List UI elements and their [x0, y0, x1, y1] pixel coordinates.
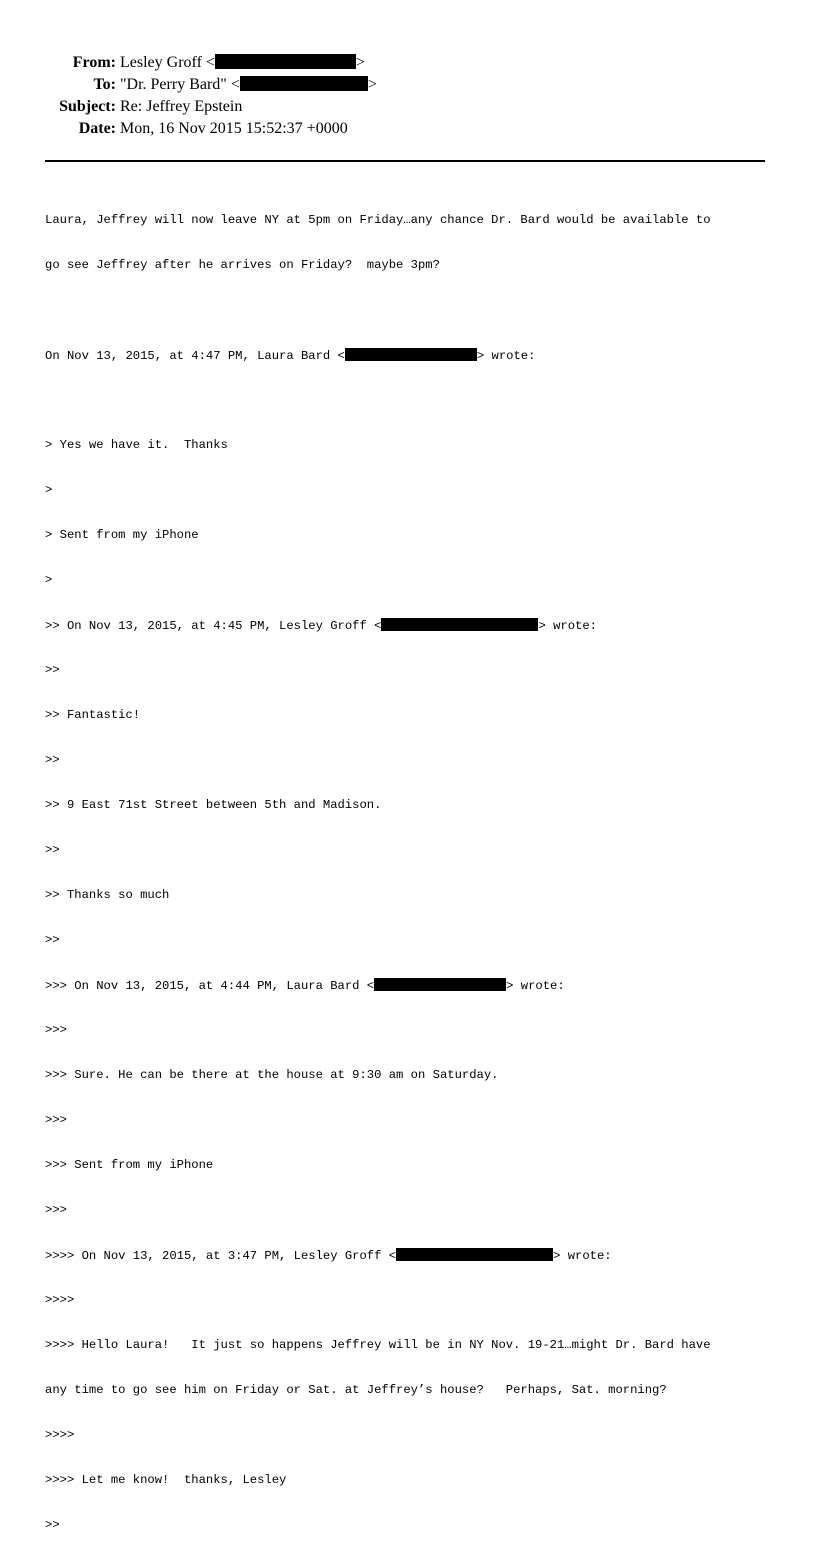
- body-line: >>: [45, 933, 60, 947]
- body-line: >>: [45, 663, 60, 677]
- quote-header: >>>> On Nov 13, 2015, at 3:47 PM, Lesley Groff < > wrote:: [45, 1249, 612, 1263]
- date-row: [0, 118, 377, 140]
- redaction-block: [215, 54, 356, 69]
- email-body: [45, 183, 785, 1548]
- from-value: Lesley Groff < >: [120, 54, 365, 71]
- redaction-block: [345, 348, 477, 361]
- body-line: >>>>: [45, 1428, 75, 1442]
- quote-header: >>> On Nov 13, 2015, at 4:44 PM, Laura Bard < > wrote:: [45, 979, 565, 993]
- body-line: >>: [45, 753, 60, 767]
- body-line: >> 9 East 71st Street between 5th and Madison.: [45, 798, 382, 812]
- body-line: >>>: [45, 1113, 67, 1127]
- from-label: From:: [72, 54, 116, 71]
- body-line: Laura, Jeffrey will now leave NY at 5pm on Friday…any chance Dr. Bard would be available to: [45, 213, 711, 227]
- email-header: [0, 52, 377, 140]
- from-row: [0, 52, 377, 74]
- to-row: [0, 74, 377, 96]
- body-line: >>>: [45, 1203, 67, 1217]
- header-divider: [45, 160, 765, 162]
- body-line: >>>> Hello Laura! It just so happens Jeffrey will be in NY Nov. 19-21…might Dr. Bard have: [45, 1338, 711, 1352]
- redaction-block: [381, 618, 538, 631]
- body-line: >>>> Let me know! thanks, Lesley: [45, 1473, 287, 1487]
- body-line: >>>>: [45, 1293, 75, 1307]
- body-line: >: [45, 483, 53, 497]
- body-line: >>: [45, 843, 60, 857]
- body-line: >: [45, 573, 53, 587]
- subject-label: Subject:: [59, 98, 116, 115]
- body-line: >>> Sure. He can be there at the house at 9:30 am on Saturday.: [45, 1068, 499, 1082]
- subject-value: Re: Jeffrey Epstein: [120, 98, 243, 115]
- body-line: >> Thanks so much: [45, 888, 170, 902]
- to-value: "Dr. Perry Bard" < >: [120, 76, 377, 93]
- body-line: > Yes we have it. Thanks: [45, 438, 228, 452]
- subject-row: [0, 96, 377, 118]
- body-line: >>: [45, 1518, 60, 1532]
- body-line: go see Jeffrey after he arrives on Friday? maybe 3pm?: [45, 258, 440, 272]
- date-value: Mon, 16 Nov 2015 15:52:37 +0000: [120, 120, 348, 137]
- date-label: Date:: [78, 120, 116, 137]
- body-line: > Sent from my iPhone: [45, 528, 199, 542]
- body-line: >>> Sent from my iPhone: [45, 1158, 214, 1172]
- redaction-block: [240, 76, 368, 91]
- body-line: >> Fantastic!: [45, 708, 141, 722]
- quote-header: >> On Nov 13, 2015, at 4:45 PM, Lesley Groff < > wrote:: [45, 619, 597, 633]
- body-line: >>>: [45, 1023, 67, 1037]
- redaction-block: [374, 978, 506, 991]
- quote-header: On Nov 13, 2015, at 4:47 PM, Laura Bard < > wrote:: [45, 349, 536, 363]
- body-line: any time to go see him on Friday or Sat. at Jeffrey’s house? Perhaps, Sat. morning?: [45, 1383, 667, 1397]
- to-label: To:: [93, 76, 116, 93]
- redaction-block: [396, 1248, 553, 1261]
